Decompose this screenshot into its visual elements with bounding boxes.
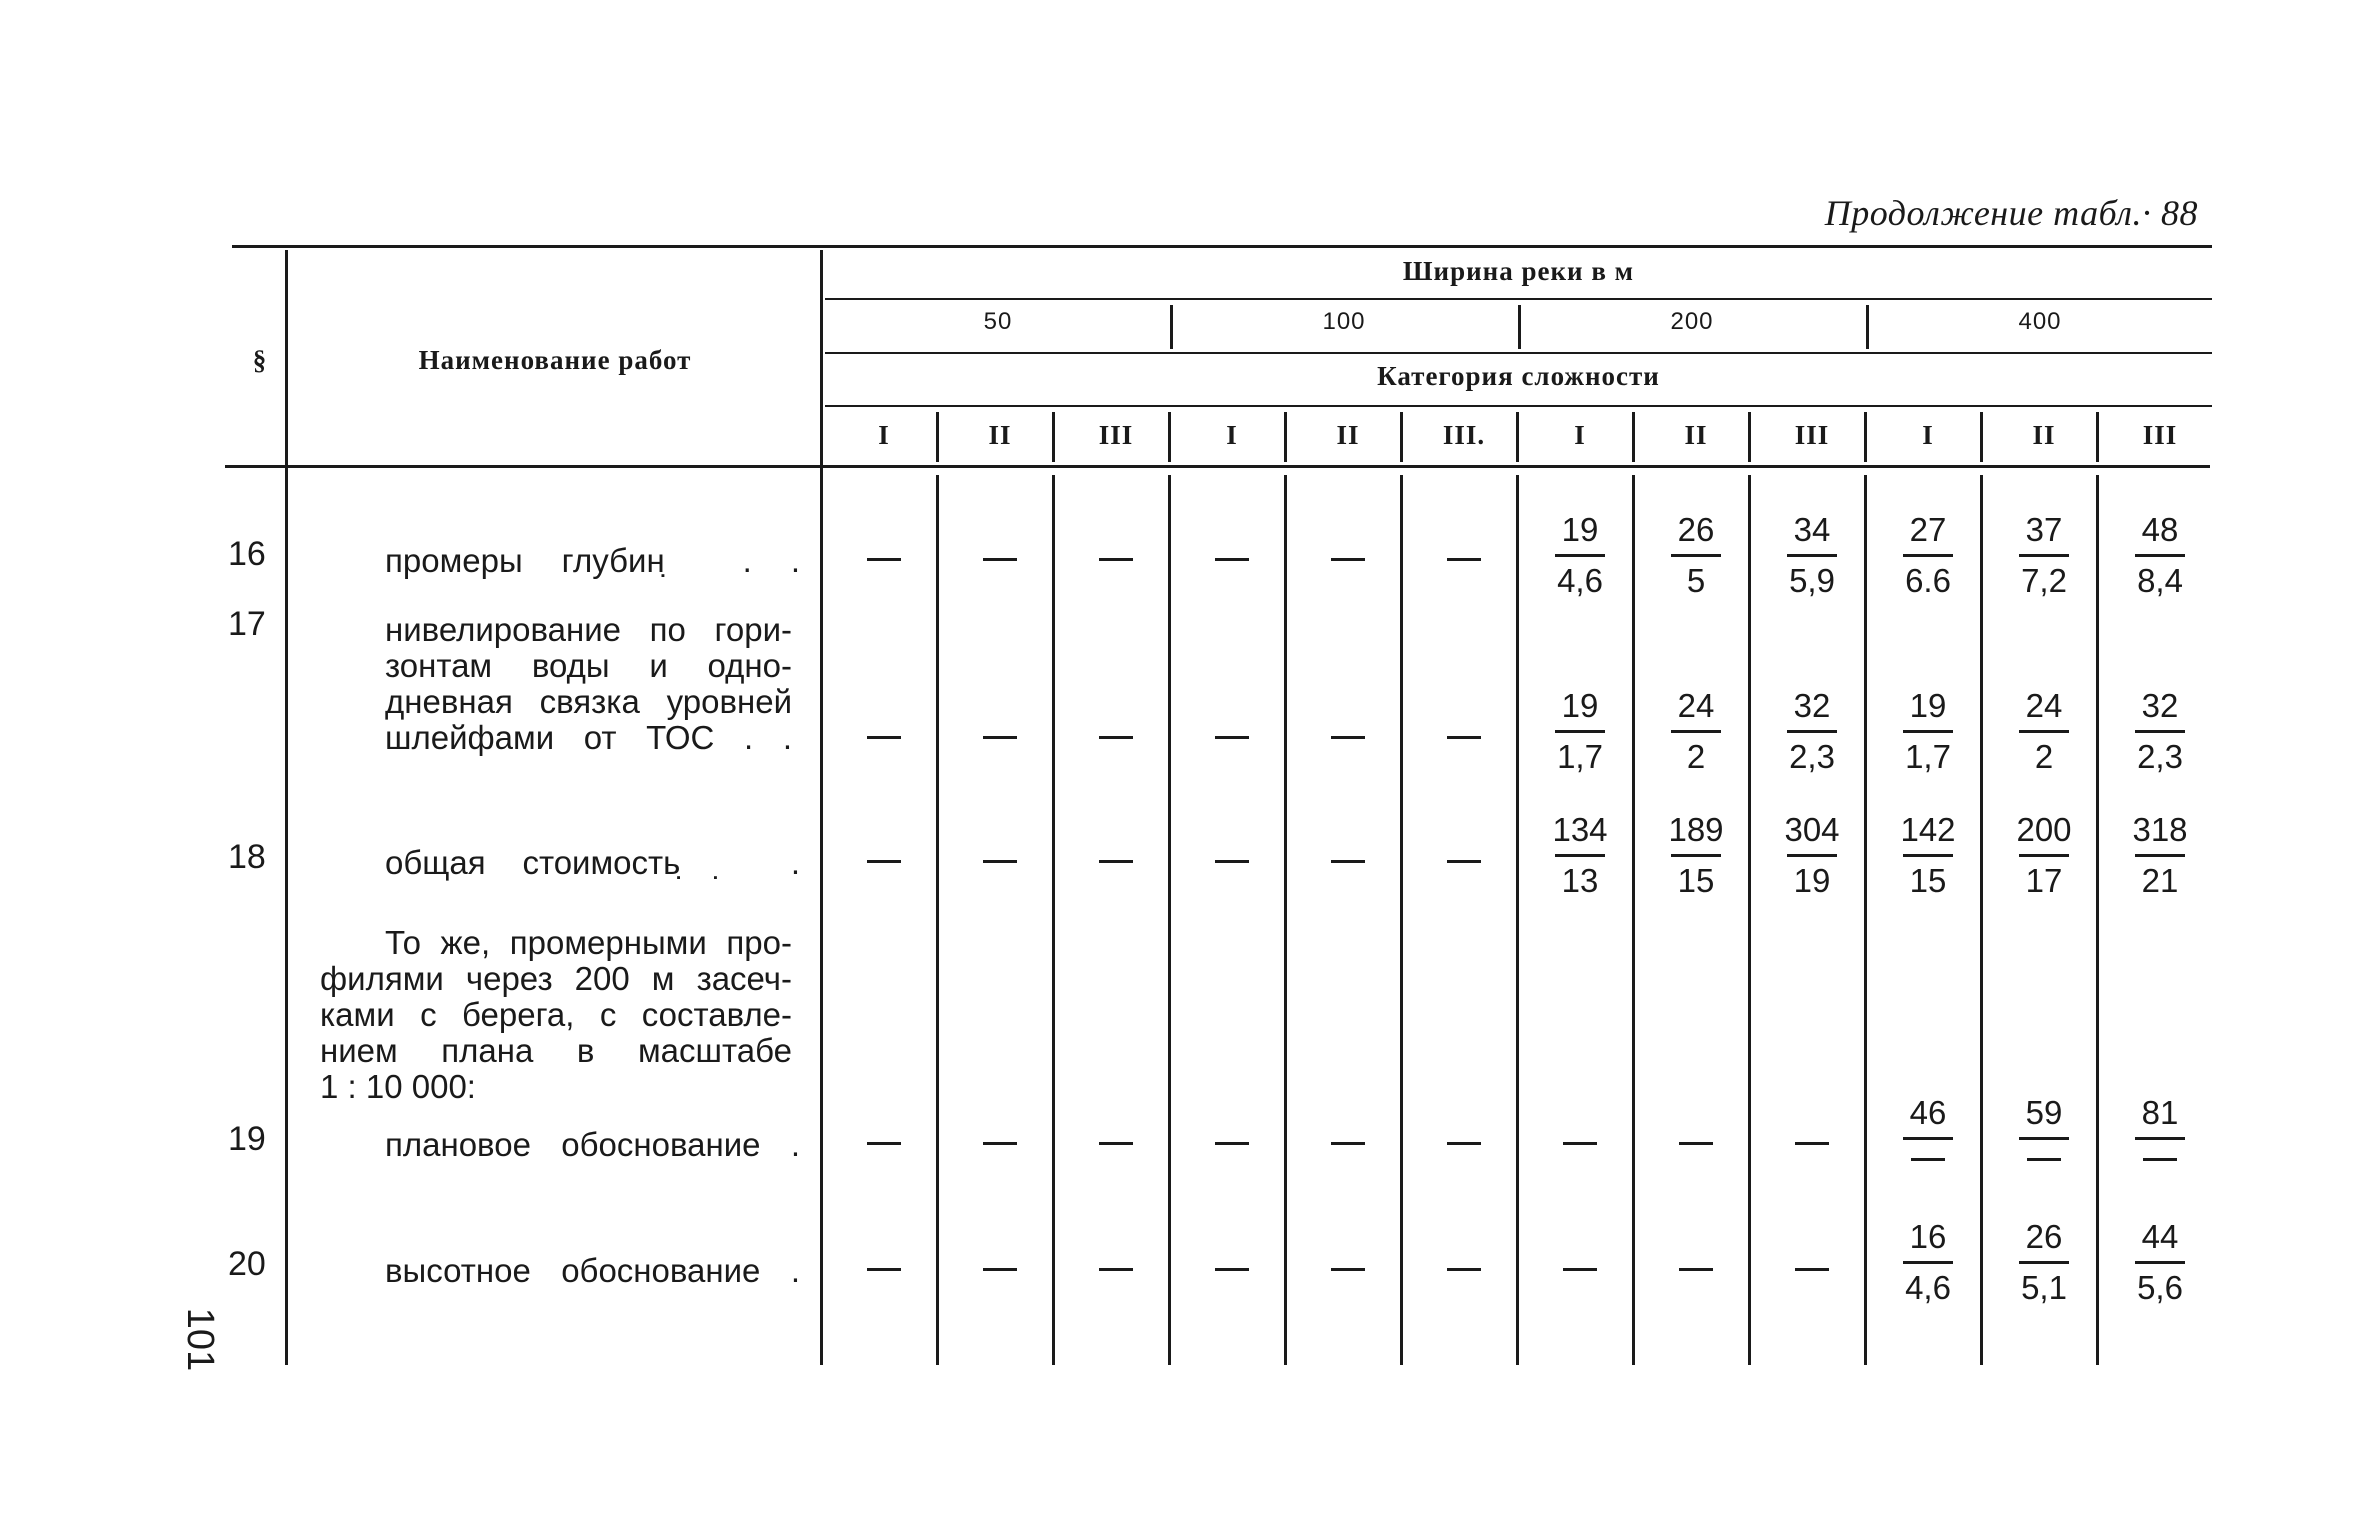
- fraction-bar: [2135, 854, 2185, 857]
- fraction-numerator: 19: [1561, 687, 1599, 724]
- width-sep-1: [1170, 305, 1173, 349]
- work-name-line: То же, промерными про-: [385, 924, 792, 961]
- caption: Продолжение табл.· 88: [1824, 193, 2198, 233]
- value-fraction: [2130, 510, 2190, 601]
- fraction-denominator: 8,4: [2137, 562, 2183, 599]
- fraction-denominator: [2014, 1158, 2074, 1161]
- fraction-bar: [2019, 554, 2069, 557]
- empty-dash: [1679, 1268, 1713, 1271]
- fraction-bar: [1787, 854, 1837, 857]
- value-fraction: [1782, 686, 1842, 777]
- work-name: [385, 612, 792, 756]
- empty-dash: [983, 1142, 1017, 1145]
- empty-dash: [867, 1268, 901, 1271]
- body-col-rule-11: [2096, 475, 2099, 1365]
- empty-dash: [1099, 1142, 1133, 1145]
- fraction-numerator: 304: [1784, 811, 1840, 848]
- empty-dash: [983, 1268, 1017, 1271]
- fraction-numerator: 27: [1909, 511, 1947, 548]
- width-rule: [825, 298, 2212, 300]
- value-fraction: [2130, 1217, 2190, 1308]
- value-fraction: [2014, 1093, 2074, 1161]
- value-fraction: [2130, 686, 2190, 777]
- fraction-denominator: 19: [1793, 862, 1831, 899]
- work-name: [385, 1253, 800, 1289]
- fraction-bar: [1903, 854, 1953, 857]
- row-number: 19: [228, 1120, 266, 1158]
- empty-dash: [1099, 1268, 1133, 1271]
- fraction-numerator: 37: [2025, 511, 2063, 548]
- value-fraction: [1898, 810, 1958, 901]
- fraction-denominator: 5,1: [2021, 1269, 2067, 1306]
- fraction-numerator: 59: [2025, 1094, 2063, 1131]
- value-fraction: [2014, 810, 2074, 901]
- empty-dash: [1795, 1142, 1829, 1145]
- width-label-100: 100: [1322, 308, 1366, 335]
- fraction-numerator: 134: [1552, 811, 1608, 848]
- work-name: [385, 1127, 800, 1163]
- fraction-numerator: 189: [1668, 811, 1724, 848]
- fraction-bar: [1671, 730, 1721, 733]
- value-fraction: [2130, 1093, 2190, 1161]
- width-sep-3: [1866, 305, 1869, 349]
- row-number: 17: [228, 605, 266, 643]
- body-col-rule-2: [1052, 475, 1055, 1365]
- category-sep-6: [1516, 412, 1519, 462]
- category-label-12: III: [2142, 420, 2178, 450]
- empty-dash: [1099, 736, 1133, 739]
- fraction-bar: [1671, 554, 1721, 557]
- fraction-bar: [1903, 1137, 1953, 1140]
- work-name-line: ками с берега, с составле-: [320, 996, 792, 1033]
- fraction-denominator: 13: [1561, 862, 1599, 899]
- empty-dash: [1331, 1268, 1365, 1271]
- fraction-numerator: 19: [1909, 687, 1947, 724]
- empty-dash: [1447, 1268, 1481, 1271]
- fraction-bar: [2019, 854, 2069, 857]
- empty-dash: [983, 860, 1017, 863]
- category-label-4: I: [1226, 420, 1238, 450]
- value-fraction: [1550, 810, 1610, 901]
- fraction-denominator: 1,7: [1905, 738, 1951, 775]
- work-name-line: филями через 200 м засеч-: [320, 960, 792, 997]
- complexity-rule: [825, 405, 2212, 407]
- body-col-rule-3: [1168, 475, 1171, 1365]
- widths-rule: [825, 352, 2212, 354]
- work-name-line: зонтам воды и одно-: [385, 647, 792, 684]
- col-rule-section: [285, 250, 288, 1365]
- width-sep-2: [1518, 305, 1521, 349]
- fraction-denominator: 4,6: [1557, 562, 1603, 599]
- empty-dash: [1215, 1268, 1249, 1271]
- body-col-rule-5: [1400, 475, 1403, 1365]
- fraction-denominator: 2: [1686, 738, 1706, 775]
- empty-dash: [1447, 860, 1481, 863]
- fraction-bar: [1903, 730, 1953, 733]
- fraction-denominator: 7,2: [2021, 562, 2067, 599]
- fraction-bar: [1903, 1261, 1953, 1264]
- category-label-1: I: [878, 420, 890, 450]
- category-sep-1: [936, 412, 939, 462]
- work-name-line: промеры глубин ̣ . .: [385, 542, 800, 579]
- fraction-bar: [2135, 730, 2185, 733]
- fraction-denominator: 1,7: [1557, 738, 1603, 775]
- page-number: 101: [179, 1307, 222, 1372]
- fraction-bar: [1903, 554, 1953, 557]
- work-name-line: нивелирование по гори-: [385, 611, 792, 648]
- value-fraction: [1898, 686, 1958, 777]
- fraction-bar: [2019, 1137, 2069, 1140]
- empty-dash: [983, 736, 1017, 739]
- fraction-numerator: 24: [1677, 687, 1715, 724]
- fraction-denominator: 15: [1677, 862, 1715, 899]
- empty-dash: [1563, 1142, 1597, 1145]
- width-label-200: 200: [1670, 308, 1714, 335]
- fraction-numerator: 32: [1793, 687, 1831, 724]
- category-sep-7: [1632, 412, 1635, 462]
- empty-dash: [867, 736, 901, 739]
- category-sep-10: [1980, 412, 1983, 462]
- empty-dash: [1447, 736, 1481, 739]
- body-col-rule-8: [1748, 475, 1751, 1365]
- work-name-line: высотное обоснование .: [385, 1252, 800, 1289]
- row-number: 16: [228, 535, 266, 573]
- body-col-rule-6: [1516, 475, 1519, 1365]
- fraction-denominator: 17: [2025, 862, 2063, 899]
- empty-dash: [1215, 860, 1249, 863]
- empty-dash: [1447, 1142, 1481, 1145]
- category-sep-9: [1864, 412, 1867, 462]
- category-sep-8: [1748, 412, 1751, 462]
- empty-dash: [1099, 860, 1133, 863]
- fraction-bar: [1787, 554, 1837, 557]
- value-fraction: [2014, 510, 2074, 601]
- empty-dash: [1679, 1142, 1713, 1145]
- value-fraction: [1898, 510, 1958, 601]
- work-name-line: общая стоимость ̣ ̣ .: [385, 844, 800, 881]
- empty-dash: [1331, 736, 1365, 739]
- fraction-denominator: 2,3: [2137, 738, 2183, 775]
- fraction-numerator: 19: [1561, 511, 1599, 548]
- value-fraction: [1782, 510, 1842, 601]
- category-label-3: III: [1098, 420, 1134, 450]
- empty-dash: [1215, 558, 1249, 561]
- work-name-line: 1 : 10 000:: [320, 1068, 476, 1105]
- fraction-numerator: 318: [2132, 811, 2188, 848]
- fraction-denominator: 2,3: [1789, 738, 1835, 775]
- category-sep-2: [1052, 412, 1055, 462]
- work-name-line: шлейфами от ТОС . .: [385, 719, 792, 756]
- width-title: Ширина реки в м: [1402, 256, 1635, 286]
- body-col-rule-7: [1632, 475, 1635, 1365]
- work-name-line: плановое обоснование .: [385, 1126, 800, 1163]
- work-name: [320, 925, 792, 1105]
- empty-dash: [1795, 1268, 1829, 1271]
- category-label-8: II: [1684, 420, 1708, 450]
- value-fraction: [1550, 510, 1610, 601]
- fraction-denominator: [1898, 1158, 1958, 1161]
- work-name-line: дневная связка уровней: [385, 683, 792, 720]
- category-sep-3: [1168, 412, 1171, 462]
- empty-dash: [1331, 558, 1365, 561]
- value-fraction: [2130, 810, 2190, 901]
- category-label-9: III: [1794, 420, 1830, 450]
- body-col-rule-9: [1864, 475, 1867, 1365]
- fraction-bar: [1555, 854, 1605, 857]
- work-name: [385, 845, 800, 881]
- body-col-rule-10: [1980, 475, 1983, 1365]
- row-number: 20: [228, 1245, 266, 1283]
- fraction-bar: [2135, 1137, 2185, 1140]
- fraction-numerator: 34: [1793, 511, 1831, 548]
- fraction-numerator: 32: [2141, 687, 2179, 724]
- empty-dash: [1331, 1142, 1365, 1145]
- fraction-bar: [1555, 554, 1605, 557]
- row-number: 18: [228, 838, 266, 876]
- empty-dash: [867, 1142, 901, 1145]
- value-fraction: [2014, 686, 2074, 777]
- fraction-numerator: 26: [1677, 511, 1715, 548]
- empty-dash: [1447, 558, 1481, 561]
- empty-dash: [1099, 558, 1133, 561]
- fraction-bar: [2019, 1261, 2069, 1264]
- table-top-rule: [232, 245, 2212, 248]
- fraction-denominator: 5: [1686, 562, 1706, 599]
- empty-dash: [1563, 1268, 1597, 1271]
- fraction-numerator: 26: [2025, 1218, 2063, 1255]
- empty-dash: [1215, 1142, 1249, 1145]
- value-fraction: [1666, 686, 1726, 777]
- category-sep-5: [1400, 412, 1403, 462]
- width-label-400: 400: [2018, 308, 2062, 335]
- fraction-bar: [2135, 554, 2185, 557]
- width-label-50: 50: [983, 308, 1013, 335]
- fraction-denominator: 15: [1909, 862, 1947, 899]
- fraction-numerator: 16: [1909, 1218, 1947, 1255]
- fraction-denominator: [2130, 1158, 2190, 1161]
- work-name-line: нием плана в масштабе: [320, 1032, 792, 1069]
- col-rule-name: [820, 250, 823, 1365]
- fraction-numerator: 46: [1909, 1094, 1947, 1131]
- value-fraction: [1666, 810, 1726, 901]
- fraction-numerator: 81: [2141, 1094, 2179, 1131]
- work-name: [385, 543, 800, 579]
- name-header: Наименование работ: [418, 345, 692, 375]
- fraction-denominator: 2: [2034, 738, 2054, 775]
- value-fraction: [1550, 686, 1610, 777]
- fraction-denominator: 6.6: [1905, 562, 1951, 599]
- category-label-11: II: [2032, 420, 2056, 450]
- fraction-bar: [2135, 1261, 2185, 1264]
- fraction-numerator: 24: [2025, 687, 2063, 724]
- fraction-denominator: 5,6: [2137, 1269, 2183, 1306]
- category-label-5: II: [1336, 420, 1360, 450]
- fraction-denominator: 21: [2141, 862, 2179, 899]
- value-fraction: [1782, 810, 1842, 901]
- fraction-denominator: 5,9: [1789, 562, 1835, 599]
- value-fraction: [1898, 1093, 1958, 1161]
- fraction-bar: [1555, 730, 1605, 733]
- body-col-rule-1: [936, 475, 939, 1365]
- category-label-6: III.: [1442, 420, 1486, 450]
- fraction-bar: [1787, 730, 1837, 733]
- empty-dash: [1215, 736, 1249, 739]
- value-fraction: [1666, 510, 1726, 601]
- category-label-7: I: [1574, 420, 1586, 450]
- category-label-2: II: [988, 420, 1012, 450]
- fraction-numerator: 142: [1900, 811, 1956, 848]
- fraction-numerator: 44: [2141, 1218, 2179, 1255]
- empty-dash: [867, 860, 901, 863]
- category-label-10: I: [1922, 420, 1934, 450]
- header-bottom-rule: [225, 465, 2210, 468]
- fraction-denominator: 4,6: [1905, 1269, 1951, 1306]
- fraction-bar: [1671, 854, 1721, 857]
- fraction-numerator: 200: [2016, 811, 2072, 848]
- value-fraction: [1898, 1217, 1958, 1308]
- empty-dash: [1331, 860, 1365, 863]
- empty-dash: [983, 558, 1017, 561]
- complexity-title: Категория сложности: [1377, 361, 1660, 391]
- value-fraction: [2014, 1217, 2074, 1308]
- category-sep-4: [1284, 412, 1287, 462]
- fraction-numerator: 48: [2141, 511, 2179, 548]
- category-sep-11: [2096, 412, 2099, 462]
- empty-dash: [867, 558, 901, 561]
- body-col-rule-4: [1284, 475, 1287, 1365]
- section-header: §: [252, 345, 268, 375]
- fraction-bar: [2019, 730, 2069, 733]
